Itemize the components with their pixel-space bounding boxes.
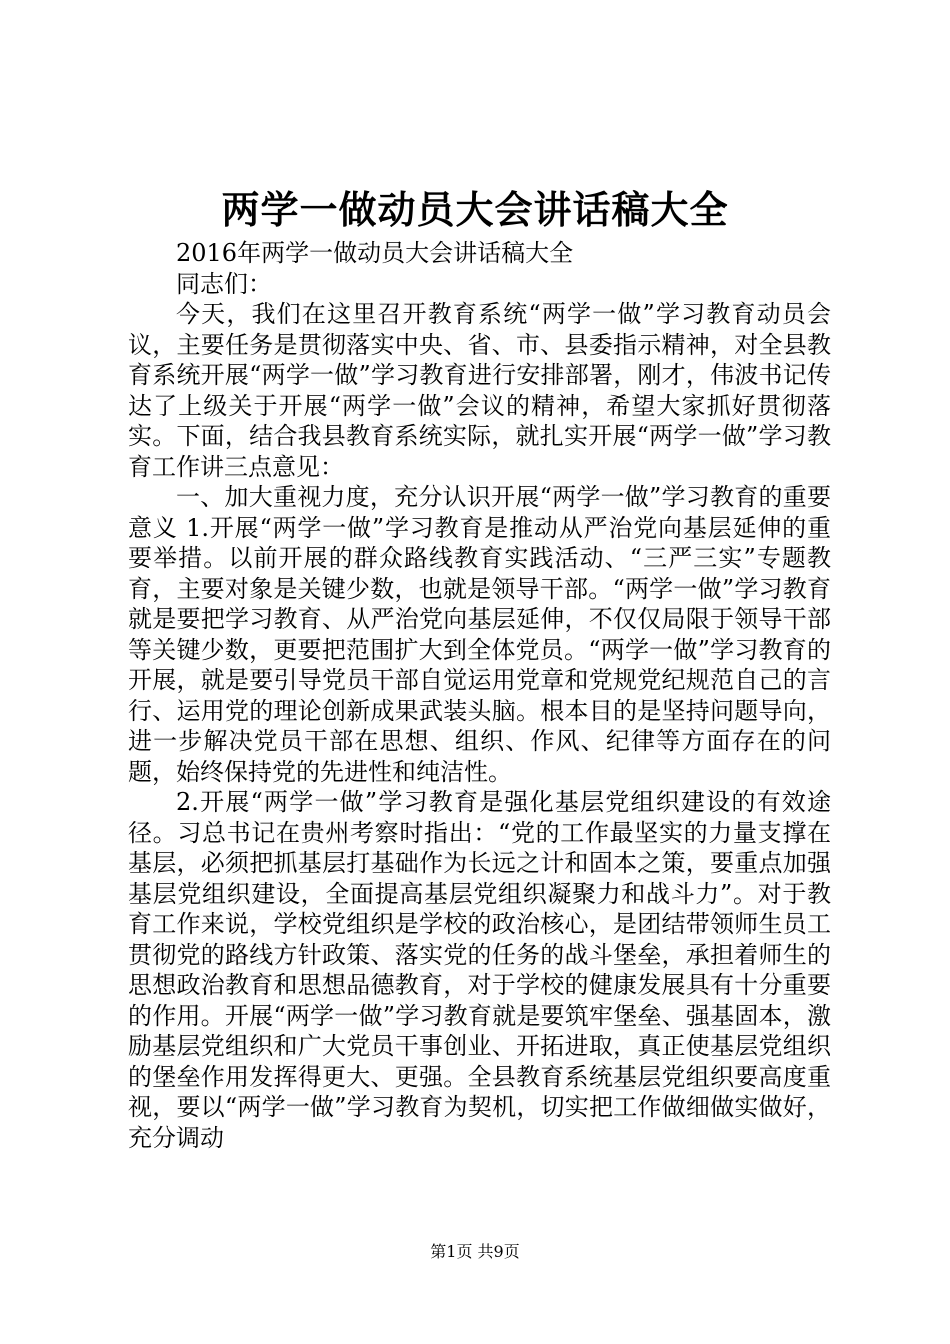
paragraph-intro: 今天，我们在这里召开教育系统“两学一做”学习教育动员会议，主要任务是贯彻落实中央、省、市、县委指示精神，对全县教育系统开展“两学一做”学习教育进行安排部署，刚才，伟波书记传达了上级关于开展“两学一做”会议的精神，希望大家抓好贯彻落实。下面，结合我县教育系统实际，就扎实开展“两学一做”学习教育工作讲三点意见： <box>128 300 831 481</box>
salutation: 同志们： <box>176 269 272 298</box>
paragraph-section-1: 一、加大重视力度，充分认识开展“两学一做”学习教育的重要意义 1.开展“两学一做”学习教育是推动从严治党向基层延伸的重要举措。以前开展的群众路线教育实践活动、“三严三实”专题教育，主要对象是关键少数，也就是领导干部。“两学一做”学习教育就是要把学习教育、从严治党向基层延伸，不仅仅局限于领导干部等关键少数，更要把范围扩大到全体党员。“两学一做”学习教育的开展，就是要引导党员干部自觉运用党章和党规党纪规范自己的言行、运用党的理论创新成果武装头脑。根本目的是坚持问题导向，进一步解决党员干部在思想、组织、作风、纪律等方面存在的问题，始终保持党的先进性和纯洁性。 <box>128 483 831 786</box>
page-number-footer: 第1页 共9页 <box>430 1242 520 1261</box>
document-body <box>128 238 831 1153</box>
subtitle-line: 2016年两学一做动员大会讲话稿大全 <box>176 239 574 267</box>
paragraph-section-2: 2.开展“两学一做”学习教育是强化基层党组织建设的有效途径。习总书记在贵州考察时指出：“党的工作最坚实的力量支撑在基层，必须把抓基层打基础作为长远之计和固本之策，要重点加强基层党组织建设，全面提高基层党组织凝聚力和战斗力”。对于教育工作来说，学校党组织是学校的政治核心，是团结带领师生员工贯彻党的路线方针政策、落实党的任务的战斗堡垒，承担着师生的思想政治教育和思想品德教育，对于学校的健康发展具有十分重要的作用。开展“两学一做”学习教育就是要筑牢堡垒、强基固本，激励基层党组织和广大党员干事创业、开拓进取，真正使基层党组织的堡垒作用发挥得更大、更强。全县教育系统基层党组织要高度重视，要以“两学一做”学习教育为契机，切实把工作做细做实做好，充分调动 <box>128 788 831 1152</box>
document-title: 两学一做动员大会讲话稿大全 <box>221 187 729 232</box>
